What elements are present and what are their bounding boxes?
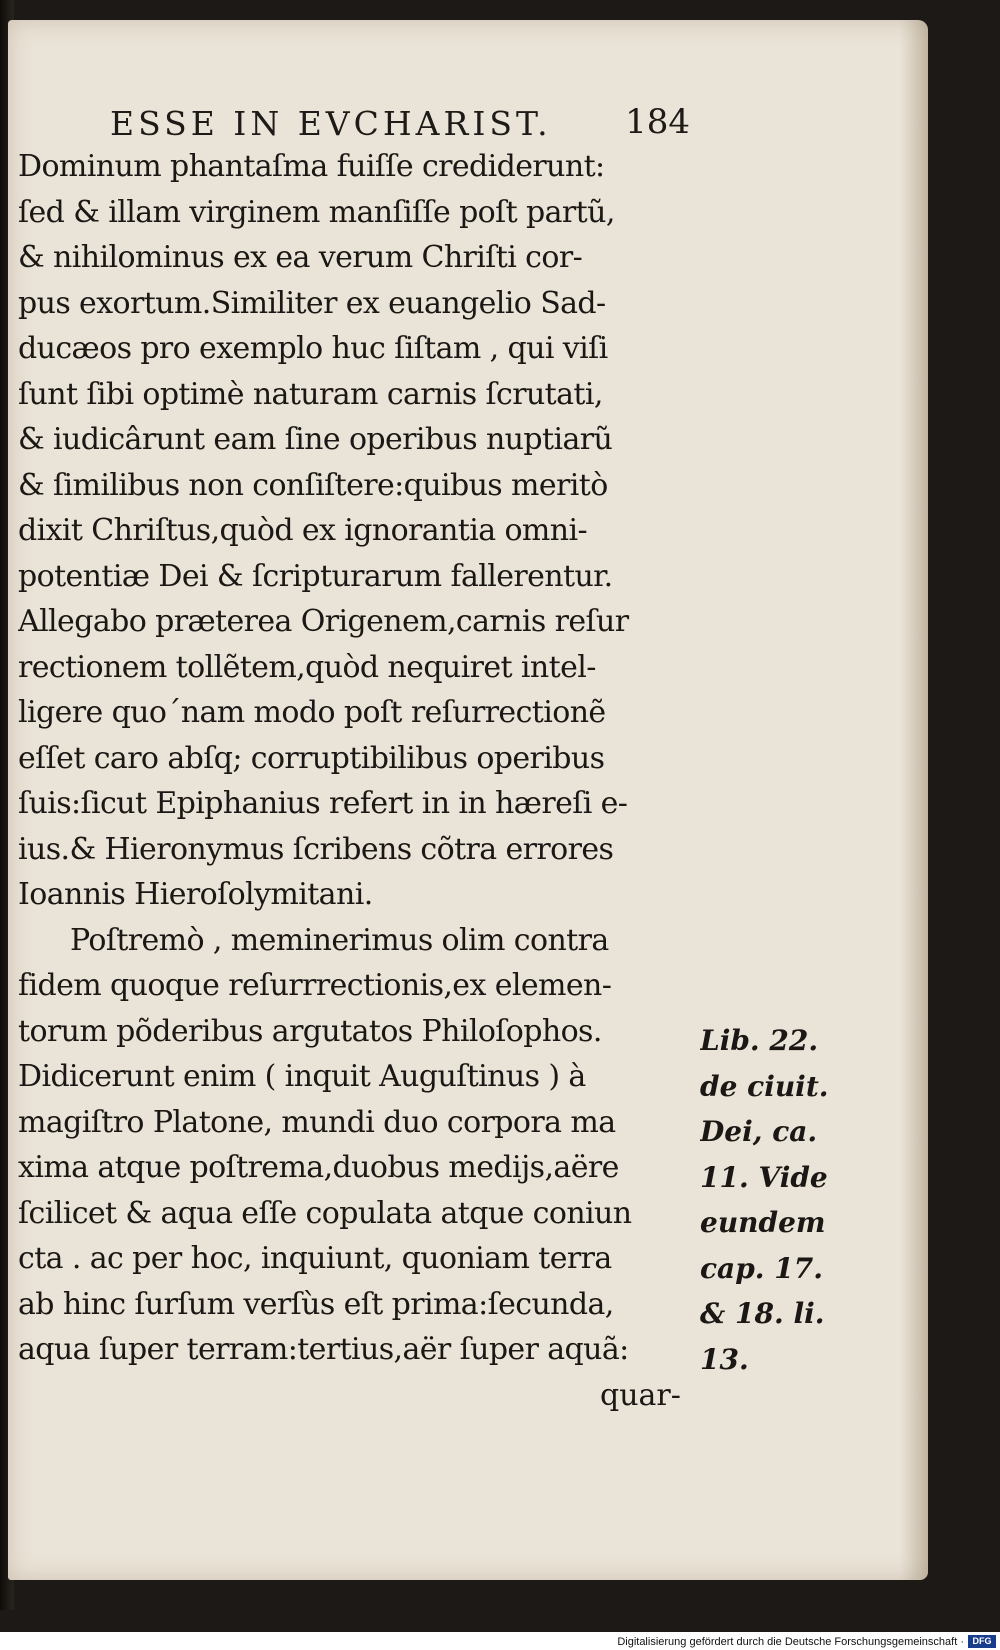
marginal-note	[700, 1018, 840, 1382]
catchword: quar-	[600, 1378, 681, 1413]
text-line: Allegabo præterea Origenem,carnis reſur	[18, 604, 629, 639]
body-text	[18, 144, 718, 1373]
text-line: ſed & illam virginem manſiſſe poſt partũ,	[18, 194, 615, 230]
footer-credit: Digitalisierung gefördert durch die Deutsche Forschungsgemeinschaft ·	[617, 1636, 964, 1648]
marginal-note-line: 13.	[700, 1342, 749, 1376]
text-line: ſunt ſibi optimè naturam carnis ſcrutati,	[18, 376, 603, 412]
text-line: rectionem tollẽtem,quòd nequiret intel-	[18, 649, 596, 685]
page-number: 184	[625, 102, 690, 142]
text-line: ducæos pro exemplo huc ſiſtam , qui viſi	[18, 331, 608, 366]
text-line: ſuis:ſicut Epiphanius refert in in hæreſi e-	[18, 786, 628, 821]
dfg-logo-icon: DFG	[968, 1635, 996, 1648]
text-line: ius.& Hieronymus ſcribens cõtra errores	[18, 831, 614, 867]
text-line: dixit Chriſtus,quòd ex ignorantia omni-	[18, 513, 588, 548]
text-line: Dominum phantaſma fuiſſe crediderunt:	[18, 149, 605, 184]
text-line: ſcilicet & aqua eſſe copulata atque coniun	[18, 1195, 632, 1231]
text-line: xima atque poſtrema,duobus medijs,aëre	[18, 1150, 619, 1185]
text-line: & ſimilibus non conſiſtere:quibus meritò	[18, 467, 608, 503]
page-edge-shadow	[900, 20, 928, 1580]
text-line: Ioannis Hieroſolymitani.	[18, 877, 373, 912]
text-line: aqua ſuper terram:tertius,aër ſuper aquã:	[18, 1332, 629, 1367]
text-line: potentiæ Dei & ſcripturarum fallerentur.	[18, 558, 613, 594]
running-head	[110, 98, 690, 148]
marginal-note-line: eundem	[700, 1206, 826, 1239]
marginal-note-line: 11. Vide	[700, 1160, 828, 1194]
paragraph-start-line: Poſtremò , meminerimus olim contra	[70, 922, 609, 958]
marginal-note-line: Dei, ca.	[700, 1115, 818, 1148]
text-line: cta . ac per hoc, inquiunt, quoniam terra	[18, 1241, 612, 1276]
running-title: ESSE IN EVCHARIST.	[110, 104, 552, 143]
marginal-note-line: & 18. li.	[700, 1297, 825, 1330]
marginal-note-line: Lib. 22.	[700, 1024, 819, 1057]
text-line: & iudicârunt eam ſine operibus nuptiarũ	[18, 422, 613, 457]
text-line: pus exortum.Similiter ex euangelio Sad-	[18, 285, 606, 321]
marginal-note-line: de ciuit.	[700, 1069, 829, 1103]
text-line: fidem quoque reſurrrectionis,ex elemen-	[18, 968, 612, 1003]
footer-bar	[0, 1632, 1000, 1650]
text-line: ab hinc ſurſum verſùs eſt prima:ſecunda,	[18, 1286, 614, 1322]
text-line: Didicerunt enim ( inquit Auguſtinus ) à	[18, 1059, 586, 1094]
marginal-note-line: cap. 17.	[700, 1251, 823, 1285]
text-line: ligere quo´nam modo poſt reſurrectionẽ	[18, 695, 606, 730]
text-line: torum põderibus argutatos Philoſophos.	[18, 1013, 602, 1049]
text-line: magiſtro Platone, mundi duo corpora ma	[18, 1104, 616, 1140]
text-line: & nihilominus ex ea verum Chriſti cor-	[18, 240, 583, 275]
text-line: eſſet caro abſq; corruptibilibus operibus	[18, 740, 605, 776]
